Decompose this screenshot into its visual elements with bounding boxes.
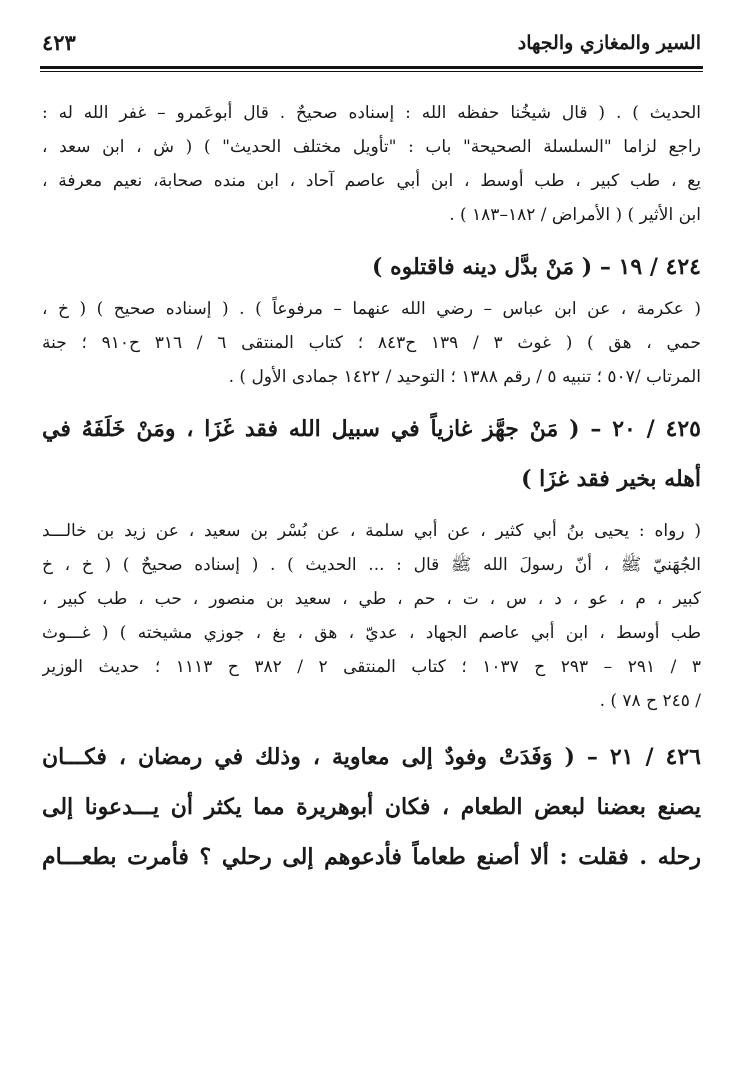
page-header <box>40 28 703 64</box>
hadith-heading: ٤٢٦ / ٢١ – ( وَفَدَتْ وفودٌ إلى معاوية ، وذلك في رمضان ، فكـــان <box>42 744 701 770</box>
text-line: يع ، طب كبير ، طب أوسط ، ابن أبي عاصم آحاد ، ابن منده صحابة، نعيم معرفة ، <box>42 171 701 191</box>
hadith-heading: رحله . فقلت : ألا أصنع طعاماً فأدعوهم إلى رحلي ؟ فأمرت بطعـــام <box>42 844 701 870</box>
text-line: الجُهَنيّ ﷺ ، أنّ رسولَ الله ﷺ قال : ... الحديث ) . ( إسناده صحيحٌ ) ( خ ، خ <box>42 555 701 575</box>
text-line: ٣ / ٢٩١ – ٢٩٣ ح ١٠٣٧ ؛ كتاب المنتقى ٢ / ٣٨٢ ح ١١١٣ ؛ حديث الوزير <box>42 657 701 677</box>
page-body <box>42 96 701 882</box>
text-line: راجع لزاما "السلسلة الصحيحة" باب : "تأويل مختلف الحديث" ) ( ش ، ابن سعد ، <box>42 137 701 157</box>
header-rule-thick <box>40 66 703 69</box>
hadith-heading: يصنع بعضنا لبعض الطعام ، فكان أبوهريرة مما يكثر أن يـــدعونا إلى <box>42 794 701 820</box>
text-line: ابن الأثير ) ( الأمراض / ١٨٢–١٨٣ ) . <box>449 205 701 225</box>
hadith-424 <box>42 242 701 394</box>
text-line: حمي ، هق ) ( غوث ٣ / ١٣٩ ح٨٤٣ ؛ كتاب المنتقى ٦ / ٣١٦ ح٩١٠ ؛ جنة <box>42 333 701 353</box>
text-line: ( رواه : يحيى بنُ أبي كثير ، عن أبي سلمة ، عن بُسْر بن سعيد ، عن زيد بن خالـــد <box>42 521 701 541</box>
text-line: ( عكرمة ، عن ابن عباس – رضي الله عنهما – مرفوعاً ) . ( إسناده صحيح ) ( خ ، <box>42 299 701 319</box>
hadith-426 <box>42 732 701 882</box>
spacer <box>42 232 701 242</box>
spacer <box>42 718 701 732</box>
hadith-heading: أهله بخير فقد غزَا ) <box>521 466 701 492</box>
spacer <box>42 394 701 404</box>
hadith-heading: ٤٢٤ / ١٩ – ( مَنْ بدَّل دينه فاقتلوه ) <box>372 254 701 280</box>
header-rule-thin <box>40 71 703 72</box>
hadith-heading: ٤٢٥ / ٢٠ – ( مَنْ جهَّز غازياً في سبيل الله فقد غَزَا ، ومَنْ خَلَفَهُ في <box>42 416 701 442</box>
page-number: ٤٢٣ <box>42 30 76 55</box>
text-line: المرتاب /٥٠٧ ؛ تنبيه ٥ / رقم ١٣٨٨ ؛ التوحيد / ١٤٢٢ جمادى الأول ) . <box>228 367 701 387</box>
chapter-title: السير والمغازي والجهاد <box>517 32 701 54</box>
text-block-intro <box>42 96 701 232</box>
spacer <box>42 504 701 514</box>
hadith-425 <box>42 404 701 718</box>
text-line: الحديث ) . ( قال شيخُنا حفظه الله : إسناده صحيحٌ . قال أبوعَمرو – غفر الله له : <box>42 103 701 123</box>
text-line: كبير ، م ، عو ، د ، س ، ت ، حم ، طي ، سعيد بن منصور ، حب ، طب كبير ، <box>42 589 701 609</box>
text-line: طب أوسط ، ابن أبي عاصم الجهاد ، عديّ ، هق ، بغ ، جوزي مشيخته ) ( غـــوث <box>42 623 701 643</box>
text-line: / ٢٤٥ ح ٧٨ ) . <box>599 691 701 711</box>
